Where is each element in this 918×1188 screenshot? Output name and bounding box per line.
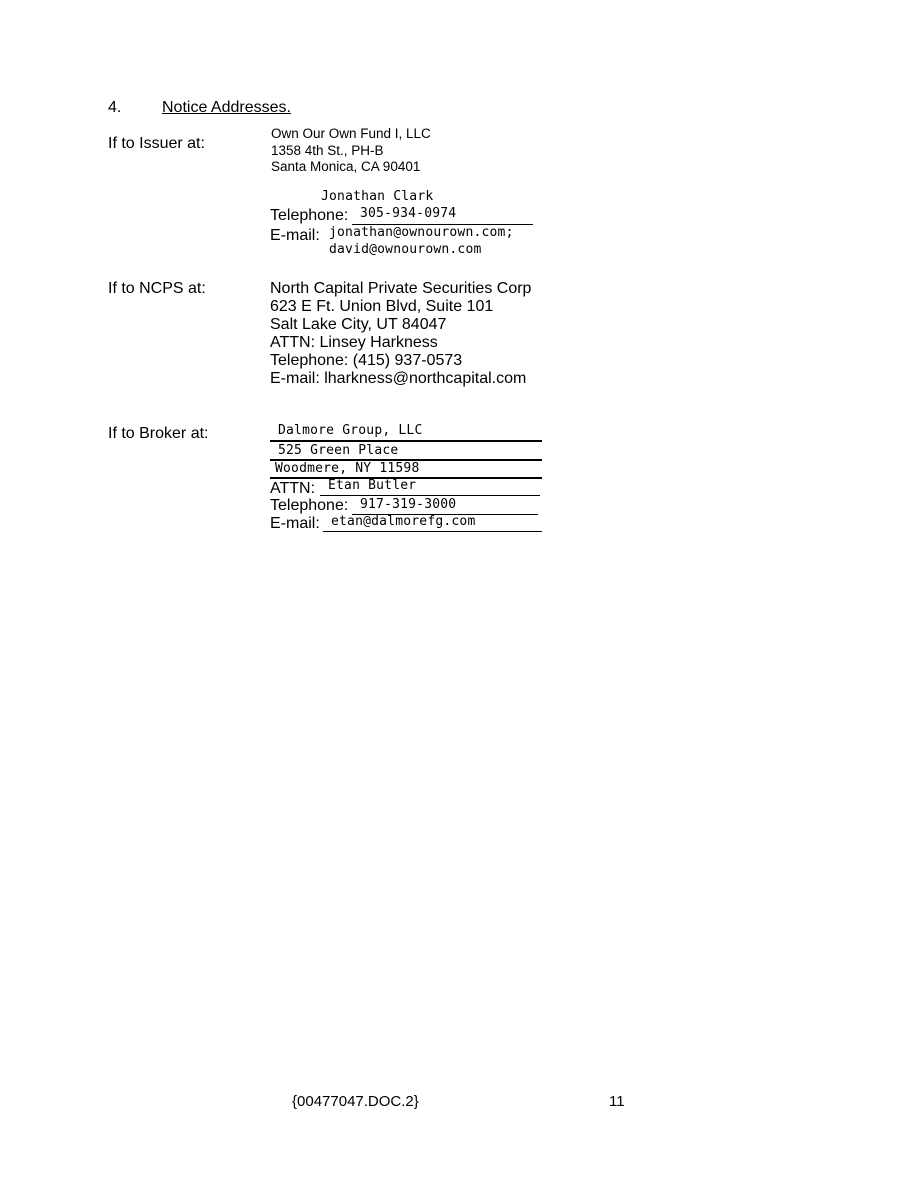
broker-email-label: E-mail: [270, 515, 320, 532]
issuer-telephone-label: Telephone: [270, 207, 349, 224]
ncps-line: ATTN: Linsey Harkness [270, 334, 438, 351]
broker-telephone-value: 917-319-3000 [360, 497, 457, 512]
ncps-label: If to NCPS at: [108, 280, 206, 297]
broker-attn-label: ATTN: [270, 480, 316, 497]
ncps-line: North Capital Private Securities Corp [270, 280, 532, 297]
issuer-email-value [329, 224, 514, 258]
broker-email-value: etan@dalmorefg.com [331, 514, 476, 529]
footer-doc-id: {00477047.DOC.2} [292, 1093, 419, 1110]
broker-street: 525 Green Place [278, 443, 399, 458]
broker-attn-rule [320, 495, 540, 496]
issuer-line: Santa Monica, CA 90401 [271, 159, 421, 174]
broker-telephone-label: Telephone: [270, 497, 349, 514]
section-title: Notice Addresses. [162, 99, 291, 116]
issuer-contact-name: Jonathan Clark [321, 189, 434, 204]
page-number: 11 [609, 1093, 625, 1110]
broker-label: If to Broker at: [108, 425, 209, 442]
issuer-telephone-value: 305-934-0974 [360, 206, 457, 221]
issuer-email-line: david@ownourown.com [329, 242, 482, 257]
broker-name: Dalmore Group, LLC [278, 423, 423, 438]
issuer-label: If to Issuer at: [108, 135, 205, 152]
ncps-address [270, 280, 531, 388]
ncps-line: Telephone: (415) 937-0573 [270, 352, 463, 369]
ncps-line: Salt Lake City, UT 84047 [270, 316, 447, 333]
broker-email-rule [323, 531, 542, 532]
issuer-line: Own Our Own Fund I, LLC [271, 126, 431, 141]
broker-attn-value: Etan Butler [328, 478, 417, 493]
broker-name-rule [270, 440, 542, 442]
broker-city: Woodmere, NY 11598 [275, 461, 420, 476]
issuer-address [271, 126, 431, 176]
issuer-line: 1358 4th St., PH-B [271, 142, 384, 158]
ncps-line: 623 E Ft. Union Blvd, Suite 101 [270, 298, 494, 315]
issuer-email-line: jonathan@ownourown.com; [329, 225, 514, 240]
issuer-email-label: E-mail: [270, 227, 320, 244]
ncps-line: E-mail: lharkness@northcapital.com [270, 370, 527, 387]
section-number: 4. [108, 99, 122, 116]
